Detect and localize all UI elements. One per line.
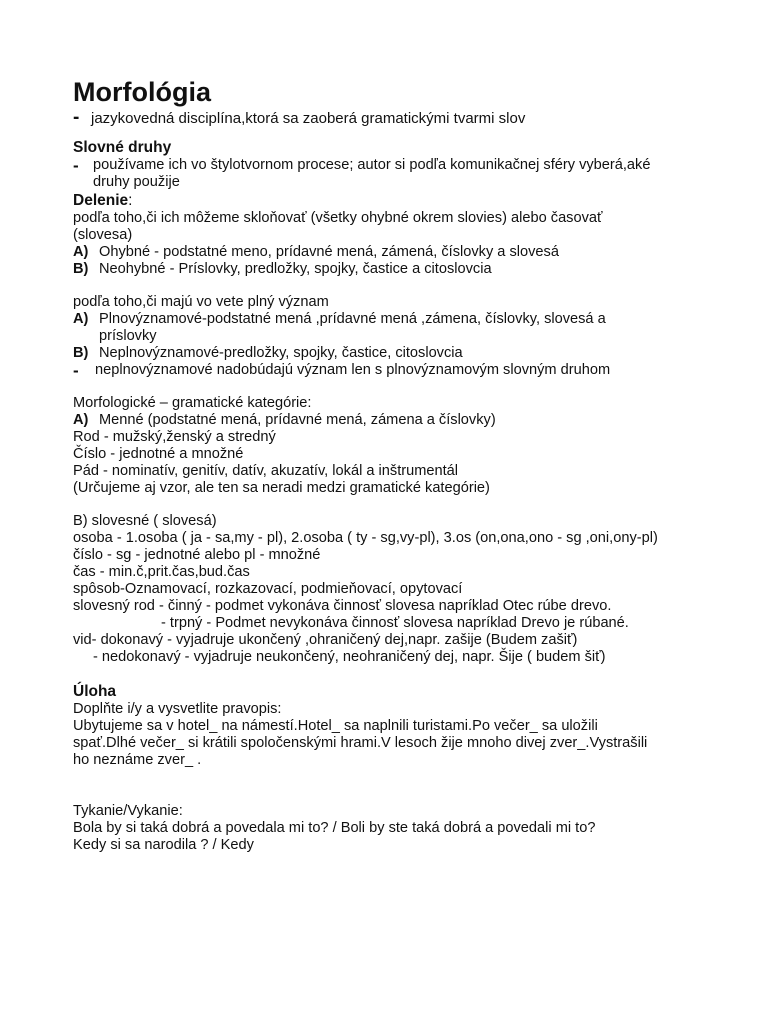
delenie-heading [73,191,743,210]
dash-marker: - [73,107,80,128]
tykanie-line2: Kedy si sa narodila ? / Kedy [73,837,254,853]
definition-text: jazykovedná disciplína,ktorá sa zaoberá gramatickými tvarmi slov [91,110,526,127]
slovne-druhy-desc-text: používame ich vo štylotvornom procese; autor si podľa komunikačnej sféry vyberá,aké druhy použije [93,157,651,190]
tykanie-heading: Tykanie/Vykanie: [73,803,183,819]
kategorie-a-text: Menné (podstatné mená, prídavné mená, zámena a číslovky) [99,412,496,428]
delenie-intro1: podľa toho,či ich môžeme skloňovať (všetky ohybné okrem slovies) alebo časovať (slovesa) [73,210,603,243]
slovesne-heading: B) slovesné ( slovesá) [73,513,217,529]
kategorie-note: (Určujeme aj vzor, ale ten sa neradi medzi gramatické kategórie) [73,480,490,496]
slovesne-rod-trpny: - trpný - Podmet nevykonáva činnosť slovesa napríklad Drevo je rúbané. [161,615,629,631]
delenie-b-text: Neohybné - Príslovky, predložky, spojky, častice a citoslovcia [99,261,492,277]
delenie-a-text: Ohybné - podstatné meno, prídavné mená, zámená, číslovky a slovesá [99,244,559,260]
kategorie-a [73,412,743,429]
delenie-b2 [73,345,743,362]
tykanie-line1: Bola by si taká dobrá a povedala mi to? / Boli by ste taká dobrá a povedali mi to? [73,820,596,836]
document-page [73,76,743,854]
delenie-heading-text: Delenie [73,192,129,209]
uloha-text: Ubytujeme sa v hotel_ na námestí.Hotel_ sa naplnili turistami.Po večer_ sa uložili spať.Dlhé večer_ si krátili spoločenskými hrami.V lesoch žije mnoho divej zver_.Vystrašili ho neznáme zver_ . [73,718,648,768]
dash-marker: - [73,156,79,175]
list-marker-b: B) [73,261,89,277]
slovesne-cislo: číslo - sg - jednotné alebo pl - množné [73,547,321,563]
kategorie-pad: Pád - nominatív, genitív, datív, akuzatív, lokál a inštrumentál [73,463,459,479]
slovesne-sposob: spôsob-Oznamovací, rozkazovací, podmieňovací, opytovací [73,581,463,597]
delenie-dash-text: neplnovýznamové nadobúdajú význam len s plnovýznamovým slovným druhom [95,362,611,378]
list-marker-a: A) [73,412,89,428]
delenie-a [73,244,743,261]
kategorie-heading: Morfologické – gramatické kategórie: [73,395,312,411]
delenie-intro2: podľa toho,či majú vo vete plný význam [73,294,329,310]
list-marker-a: A) [73,311,89,327]
delenie-b [73,261,743,278]
delenie-colon: : [128,192,133,209]
slovesne-vid-dokonavy: vid- dokonavý - vyjadruje ukončený ,ohraničený dej,napr. zašije (Budem zašiť) [73,632,578,648]
delenie-b2-text: Neplnovýznamové-predložky, spojky, častice, citoslovcia [99,345,463,361]
uloha-instruction: Doplňte i/y a vysvetlite pravopis: [73,701,282,717]
slovesne-cas: čas - min.č,prit.čas,bud.čas [73,564,250,580]
delenie-a2-text: Plnovýznamové-podstatné mená ,prídavné mená ,zámena, číslovky, slovesá a príslovky [99,311,606,344]
delenie-dash-note [73,362,743,379]
kategorie-cislo: Číslo - jednotné a množné [73,446,244,462]
list-marker-b: B) [73,345,89,361]
dash-marker: - [73,361,79,380]
slovesne-osoba: osoba - 1.osoba ( ja - sa,my - pl), 2.osoba ( ty - sg,vy-pl), 3.os (on,ona,ono - sg ,oni,ony-pl) [73,530,658,546]
slovne-druhy-desc [73,157,743,191]
slovesne-vid-nedokonavy: - nedokonavý - vyjadruje neukončený, neohraničený dej, napr. Šije ( budem šiť) [93,649,606,665]
uloha-heading: Úloha [73,683,117,700]
page-title: Morfológia [73,77,211,107]
slovne-druhy-heading: Slovné druhy [73,139,172,156]
kategorie-rod: Rod - mužský,ženský a stredný [73,429,276,445]
definition-line [73,108,743,128]
delenie-a2 [73,311,743,345]
list-marker-a: A) [73,244,89,260]
slovesne-rod-cinny: slovesný rod - činný - podmet vykonáva činnosť slovesa napríklad Otec rúbe drevo. [73,598,612,614]
